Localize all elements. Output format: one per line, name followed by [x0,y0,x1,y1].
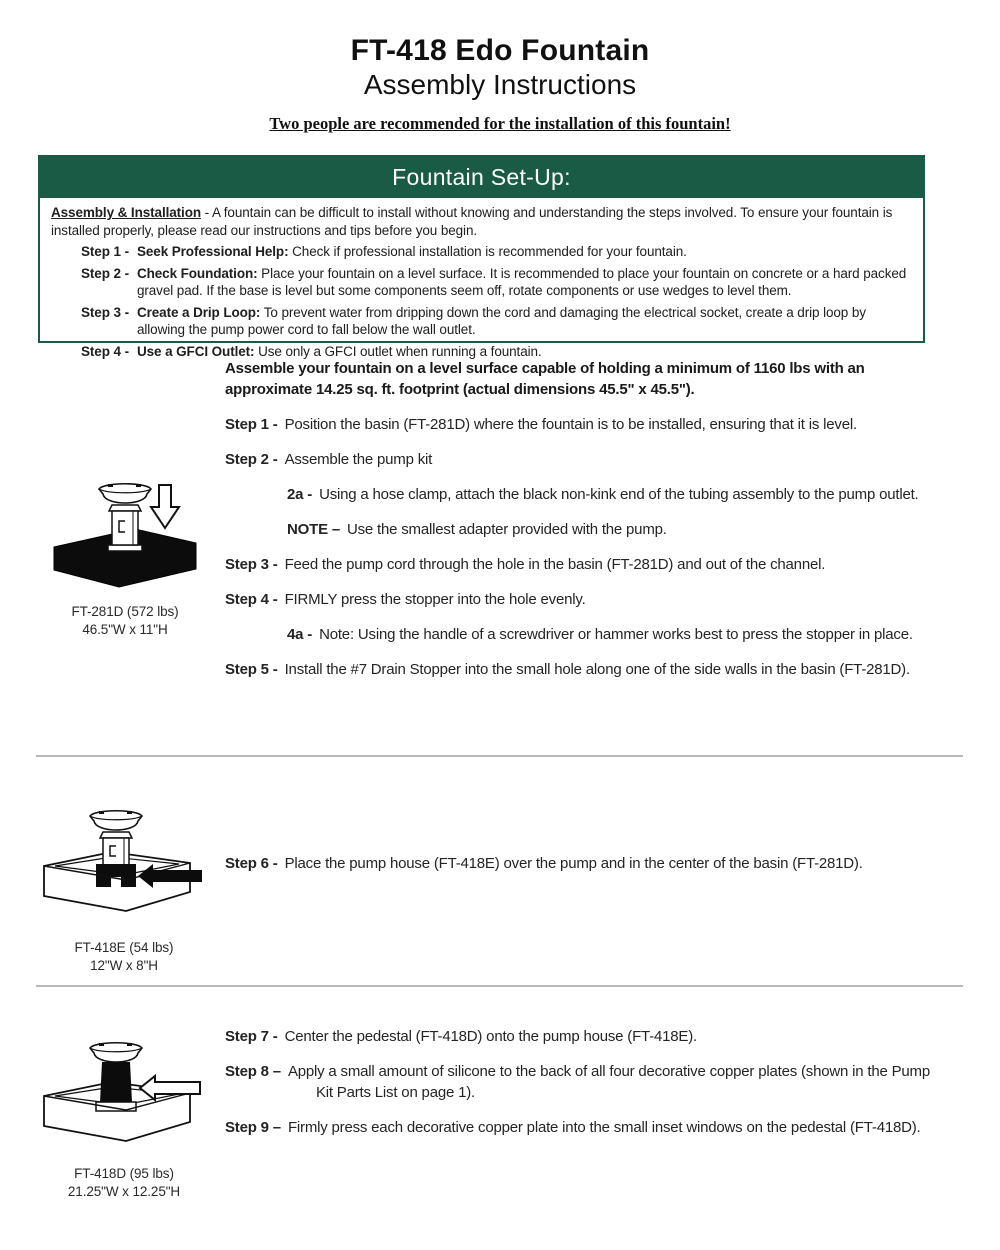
step-row-5 [225,659,930,680]
step-label: Step 1 - [225,416,278,433]
step-label: Step 3 - [225,556,278,573]
assembly-intro: Assemble your fountain on a level surface capable of holding a minimum of 1160 lbs with an approximate 14.25 sq. ft. footprint (actual dimensions 45.5" x 45.5"). [225,360,865,398]
caption-dimensions: 12"W x 8"H [90,958,158,973]
step-row-7 [225,1026,930,1047]
step-row-2a [287,484,930,505]
section-divider [36,985,963,987]
setup-step-2 [81,265,913,300]
step-text: Use a GFCI Outlet: Use only a GFCI outlet when running a fountain. [136,343,542,359]
caption-dimensions: 46.5"W x 11"H [82,622,168,637]
step-text: Place the pump house (FT-418E) over the pump and in the center of the basin (FT-281D). [284,855,863,872]
caption-model: FT-418E (54 lbs) [74,940,174,955]
step-label: Step 7 - [225,1028,278,1045]
figure-pump-house [40,808,208,975]
setup-intro [51,204,913,239]
section-divider [36,755,963,757]
step-topic: Create a Drip Loop: [136,304,261,320]
step-row-6 [225,853,930,874]
step-text: Apply a small amount of silicone to the back of all four decorative copper plates (shown in the Pump Kit Parts List on page 1). [287,1063,930,1101]
page-subtitle: Assembly Instructions [363,69,637,100]
step-label: Step 6 - [225,855,278,872]
step-label: Step 4 - [225,591,278,608]
step-label: Step 2 - [225,451,278,468]
step-text: Using a hose clamp, attach the black non-kink end of the tubing assembly to the pump outlet. [319,486,919,503]
assembly-section-3 [225,1026,930,1152]
page-title: FT-418 Edo Fountain [350,34,650,67]
pump-house-illustration [40,808,208,932]
figure-caption [40,1165,208,1201]
pedestal-shape [100,1062,132,1102]
caption-model: FT-281D (572 lbs) [71,604,179,619]
step-label: Step 3 - [81,304,129,320]
step-row-4a [287,624,930,645]
step-text: FIRMLY press the stopper into the hole evenly. [284,591,586,608]
step-label: Step 1 - [81,244,129,259]
figure-basin [45,477,205,639]
step-row-8 [225,1061,930,1103]
step-text: Firmly press each decorative copper plate into the small inset windows on the pedestal (FT-418D). [287,1119,921,1136]
figure-caption [40,939,208,975]
caption-model: FT-418D (95 lbs) [74,1166,174,1181]
step-text: Check Foundation: Place your fountain on a level surface. It is recommended to place your fountain on concrete or a hard packed gravel pad. If the base is level but some components seem off, rotate components or use wedges to level them. [136,265,907,298]
assembly-section-2 [225,853,930,888]
figure-caption [45,603,205,639]
setup-step-1 [81,243,913,261]
down-arrow-icon [151,485,179,528]
basin-illustration [49,477,201,589]
setup-box-body [40,198,923,360]
step-topic: Use a GFCI Outlet: [136,343,255,359]
step-text: Seek Professional Help: Check if professional installation is recommended for your fountain. [136,244,687,259]
step-text: Use the smallest adapter provided with the pump. [346,521,667,538]
caption-dimensions: 21.25"W x 12.25"H [67,1184,181,1199]
step-text: Create a Drip Loop: To prevent water from dripping down the cord and damaging the electrical socket, create a drip loop by allowing the pump power cord to fall below the wall outlet. [136,304,866,337]
step-label: Step 5 - [225,661,278,678]
step-text: Position the basin (FT-281D) where the fountain is to be installed, ensuring that it is level. [284,416,857,433]
setup-box-title: Fountain Set-Up: [40,157,923,198]
fountain-setup-box [38,155,925,359]
step-row-1 [225,414,930,435]
pedestal-illustration [40,1038,208,1162]
step-row-9 [225,1117,930,1138]
step-topic: Seek Professional Help: [136,244,289,259]
header [0,34,1000,134]
step-label: Step 8 – [225,1063,281,1080]
step-text: Assemble the pump kit [284,451,433,468]
setup-intro-text: - A fountain can be difficult to install without knowing and understanding the steps involved. To ensure your fountain is installed properly, please read our instructions and tips before you begin. [51,205,893,238]
step-text: Center the pedestal (FT-418D) onto the pump house (FT-418E). [284,1028,697,1045]
figure-pedestal [40,1038,208,1201]
step-label: Step 9 – [225,1119,281,1136]
step-row-2 [225,449,930,470]
installation-notice: Two people are recommended for the installation of this fountain! [269,114,731,133]
step-row-4 [225,589,930,610]
step-text: Note: Using the handle of a screwdriver or hammer works best to press the stopper in place. [319,626,913,643]
step-label: Step 4 - [81,343,129,359]
step-label: 2a - [287,486,313,503]
step-label: Step 2 - [81,265,129,281]
setup-step-3 [81,304,913,339]
step-label: 4a - [287,626,313,643]
step-label: NOTE – [287,521,340,538]
step-topic: Check Foundation: [136,265,258,281]
step-text: Feed the pump cord through the hole in the basin (FT-281D) and out of the channel. [284,556,826,573]
step-row-note [287,519,930,540]
step-text: Install the #7 Drain Stopper into the small hole along one of the side walls in the basin (FT-281D). [284,661,910,678]
assembly-section-1 [225,358,930,694]
setup-intro-label: Assembly & Installation [51,205,201,220]
step-row-3 [225,554,930,575]
